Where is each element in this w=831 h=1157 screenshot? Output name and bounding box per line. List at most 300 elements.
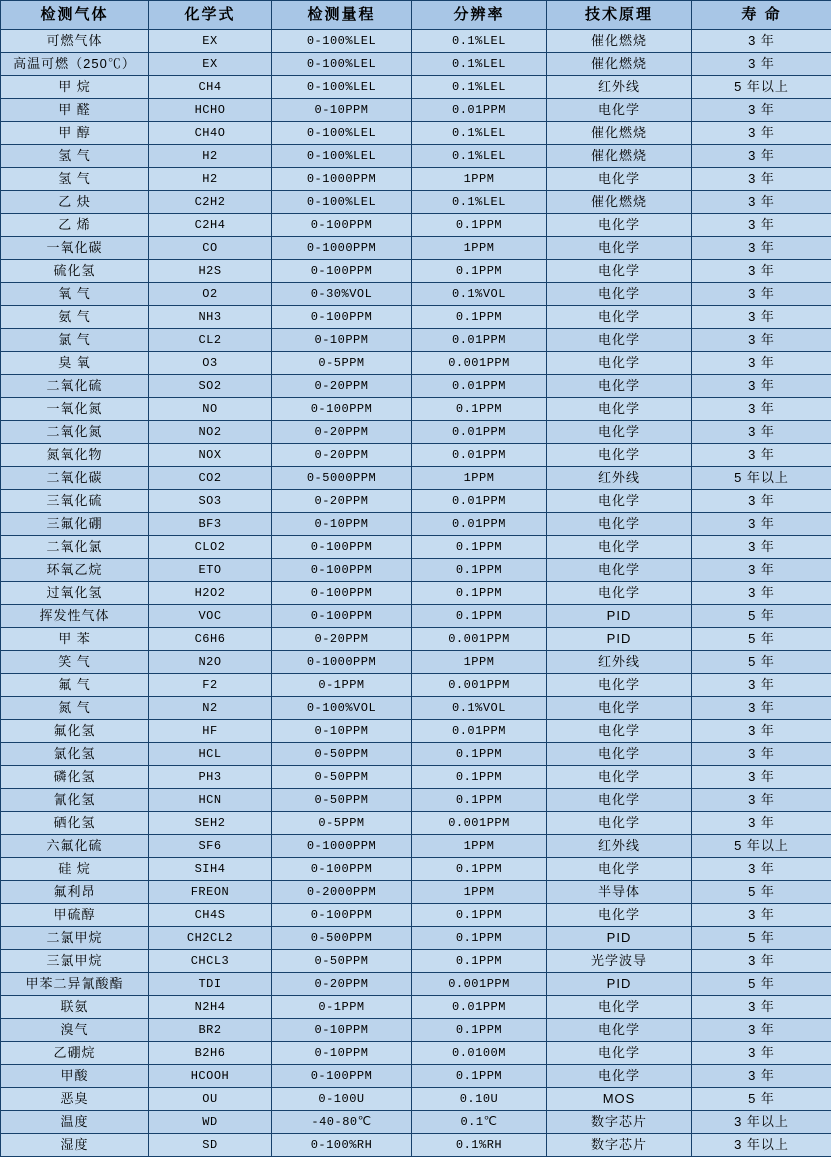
cell-lifetime: 3 年 — [692, 674, 831, 697]
cell-formula: NO2 — [149, 421, 272, 444]
cell-range: 0-50PPM — [272, 789, 412, 812]
cell-gas: 笑 气 — [1, 651, 149, 674]
cell-resolution: 0.1%VOL — [412, 697, 547, 720]
cell-gas: 甲硫醇 — [1, 904, 149, 927]
cell-formula: H2 — [149, 145, 272, 168]
cell-range: 0-100PPM — [272, 559, 412, 582]
cell-gas: 联氨 — [1, 996, 149, 1019]
table-row — [1, 605, 831, 628]
cell-principle: 电化学 — [547, 720, 692, 743]
table-row — [1, 559, 831, 582]
table-header-row — [1, 1, 831, 30]
cell-range: 0-100%VOL — [272, 697, 412, 720]
cell-formula: C2H4 — [149, 214, 272, 237]
cell-principle: 电化学 — [547, 375, 692, 398]
cell-lifetime: 3 年 — [692, 329, 831, 352]
cell-range: 0-1000PPM — [272, 237, 412, 260]
table-row — [1, 99, 831, 122]
cell-range: 0-100PPM — [272, 858, 412, 881]
cell-lifetime: 3 年 — [692, 444, 831, 467]
cell-lifetime: 3 年 — [692, 1065, 831, 1088]
table-row — [1, 743, 831, 766]
cell-gas: 硅 烷 — [1, 858, 149, 881]
cell-formula: SO2 — [149, 375, 272, 398]
cell-resolution: 0.10U — [412, 1088, 547, 1111]
cell-resolution: 0.1%VOL — [412, 283, 547, 306]
cell-lifetime: 3 年以上 — [692, 1134, 831, 1157]
cell-lifetime: 3 年 — [692, 743, 831, 766]
cell-principle: 电化学 — [547, 1065, 692, 1088]
cell-gas: 氟 气 — [1, 674, 149, 697]
cell-resolution: 1PPM — [412, 881, 547, 904]
cell-lifetime: 3 年 — [692, 812, 831, 835]
cell-principle: 电化学 — [547, 1019, 692, 1042]
cell-formula: CH2CL2 — [149, 927, 272, 950]
table-row — [1, 53, 831, 76]
cell-resolution: 0.1%LEL — [412, 191, 547, 214]
cell-resolution: 0.1%LEL — [412, 53, 547, 76]
cell-range: 0-100%LEL — [272, 145, 412, 168]
cell-principle: 红外线 — [547, 467, 692, 490]
cell-formula: EX — [149, 30, 272, 53]
cell-range: -40-80℃ — [272, 1111, 412, 1134]
cell-range: 0-100%RH — [272, 1134, 412, 1157]
cell-principle: 催化燃烧 — [547, 191, 692, 214]
table-row — [1, 375, 831, 398]
cell-gas: 二氧化氮 — [1, 421, 149, 444]
cell-formula: B2H6 — [149, 1042, 272, 1065]
table-row — [1, 835, 831, 858]
cell-principle: 电化学 — [547, 99, 692, 122]
cell-range: 0-100PPM — [272, 904, 412, 927]
cell-gas: 氟化氢 — [1, 720, 149, 743]
cell-principle: 电化学 — [547, 766, 692, 789]
cell-resolution: 0.1PPM — [412, 536, 547, 559]
cell-gas: 环氧乙烷 — [1, 559, 149, 582]
cell-gas: 高温可燃（250℃） — [1, 53, 149, 76]
cell-lifetime: 5 年以上 — [692, 76, 831, 99]
cell-resolution: 0.1PPM — [412, 605, 547, 628]
cell-gas: 甲 醇 — [1, 122, 149, 145]
table-row — [1, 904, 831, 927]
cell-lifetime: 5 年 — [692, 1088, 831, 1111]
cell-lifetime: 3 年 — [692, 720, 831, 743]
cell-resolution: 0.01PPM — [412, 444, 547, 467]
cell-resolution: 0.1PPM — [412, 743, 547, 766]
cell-formula: NH3 — [149, 306, 272, 329]
cell-resolution: 0.1%RH — [412, 1134, 547, 1157]
cell-lifetime: 3 年 — [692, 214, 831, 237]
cell-formula: H2 — [149, 168, 272, 191]
cell-principle: 电化学 — [547, 812, 692, 835]
cell-lifetime: 5 年 — [692, 881, 831, 904]
cell-resolution: 0.1PPM — [412, 927, 547, 950]
cell-resolution: 0.001PPM — [412, 352, 547, 375]
cell-gas: 氯化氢 — [1, 743, 149, 766]
cell-range: 0-100PPM — [272, 1065, 412, 1088]
cell-lifetime: 3 年 — [692, 697, 831, 720]
cell-gas: 甲 苯 — [1, 628, 149, 651]
cell-principle: 电化学 — [547, 421, 692, 444]
table-row — [1, 444, 831, 467]
cell-resolution: 0.1%LEL — [412, 76, 547, 99]
cell-formula: WD — [149, 1111, 272, 1134]
cell-range: 0-10PPM — [272, 329, 412, 352]
cell-resolution: 1PPM — [412, 168, 547, 191]
cell-principle: 电化学 — [547, 1042, 692, 1065]
cell-resolution: 0.01PPM — [412, 99, 547, 122]
table-row — [1, 973, 831, 996]
cell-lifetime: 5 年以上 — [692, 835, 831, 858]
cell-lifetime: 3 年 — [692, 30, 831, 53]
cell-gas: 可燃气体 — [1, 30, 149, 53]
cell-range: 0-1PPM — [272, 996, 412, 1019]
cell-formula: CL2 — [149, 329, 272, 352]
cell-resolution: 0.001PPM — [412, 628, 547, 651]
cell-principle: 电化学 — [547, 237, 692, 260]
cell-gas: 二氧化硫 — [1, 375, 149, 398]
cell-principle: 电化学 — [547, 306, 692, 329]
cell-range: 0-100U — [272, 1088, 412, 1111]
cell-range: 0-50PPM — [272, 743, 412, 766]
cell-principle: PID — [547, 927, 692, 950]
cell-resolution: 0.1PPM — [412, 789, 547, 812]
cell-formula: SD — [149, 1134, 272, 1157]
cell-lifetime: 3 年 — [692, 789, 831, 812]
cell-formula: H2O2 — [149, 582, 272, 605]
cell-principle: 电化学 — [547, 490, 692, 513]
cell-principle: 电化学 — [547, 559, 692, 582]
cell-lifetime: 3 年 — [692, 904, 831, 927]
cell-formula: CO2 — [149, 467, 272, 490]
cell-formula: PH3 — [149, 766, 272, 789]
cell-lifetime: 3 年 — [692, 513, 831, 536]
cell-formula: HF — [149, 720, 272, 743]
cell-gas: 挥发性气体 — [1, 605, 149, 628]
column-header-principle: 技术原理 — [547, 1, 692, 30]
cell-principle: 催化燃烧 — [547, 53, 692, 76]
cell-formula: N2H4 — [149, 996, 272, 1019]
cell-formula: C2H2 — [149, 191, 272, 214]
cell-range: 0-20PPM — [272, 375, 412, 398]
cell-principle: 电化学 — [547, 513, 692, 536]
cell-formula: O2 — [149, 283, 272, 306]
cell-gas: 三氧化硫 — [1, 490, 149, 513]
cell-range: 0-1000PPM — [272, 651, 412, 674]
cell-lifetime: 3 年 — [692, 375, 831, 398]
cell-range: 0-10PPM — [272, 720, 412, 743]
table-row — [1, 260, 831, 283]
cell-lifetime: 3 年 — [692, 168, 831, 191]
cell-principle: 催化燃烧 — [547, 145, 692, 168]
cell-gas: 一氧化氮 — [1, 398, 149, 421]
cell-formula: ETO — [149, 559, 272, 582]
table-row — [1, 582, 831, 605]
cell-gas: 氮 气 — [1, 697, 149, 720]
cell-range: 0-20PPM — [272, 490, 412, 513]
cell-lifetime: 3 年 — [692, 306, 831, 329]
cell-resolution: 0.1PPM — [412, 904, 547, 927]
cell-lifetime: 5 年 — [692, 628, 831, 651]
table-row — [1, 237, 831, 260]
cell-gas: 氨 气 — [1, 306, 149, 329]
cell-gas: 甲苯二异氰酸酯 — [1, 973, 149, 996]
cell-range: 0-100%LEL — [272, 191, 412, 214]
cell-lifetime: 5 年 — [692, 651, 831, 674]
table-row — [1, 490, 831, 513]
cell-range: 0-20PPM — [272, 444, 412, 467]
cell-principle: PID — [547, 973, 692, 996]
cell-resolution: 0.001PPM — [412, 812, 547, 835]
cell-resolution: 0.1PPM — [412, 306, 547, 329]
cell-resolution: 1PPM — [412, 651, 547, 674]
cell-lifetime: 3 年 — [692, 191, 831, 214]
cell-gas: 氧 气 — [1, 283, 149, 306]
cell-formula: CH4O — [149, 122, 272, 145]
cell-principle: 电化学 — [547, 214, 692, 237]
cell-resolution: 0.1PPM — [412, 260, 547, 283]
table-row — [1, 1088, 831, 1111]
cell-gas: 二氯甲烷 — [1, 927, 149, 950]
cell-lifetime: 3 年 — [692, 237, 831, 260]
table-row — [1, 352, 831, 375]
cell-gas: 氢 气 — [1, 168, 149, 191]
cell-range: 0-5000PPM — [272, 467, 412, 490]
cell-lifetime: 3 年以上 — [692, 1111, 831, 1134]
cell-resolution: 0.1℃ — [412, 1111, 547, 1134]
cell-formula: N2O — [149, 651, 272, 674]
cell-range: 0-5PPM — [272, 812, 412, 835]
cell-range: 0-10PPM — [272, 1042, 412, 1065]
cell-formula: CLO2 — [149, 536, 272, 559]
cell-range: 0-100PPM — [272, 214, 412, 237]
cell-gas: 甲酸 — [1, 1065, 149, 1088]
cell-lifetime: 3 年 — [692, 858, 831, 881]
cell-gas: 甲 醛 — [1, 99, 149, 122]
cell-formula: SO3 — [149, 490, 272, 513]
cell-formula: NOX — [149, 444, 272, 467]
cell-formula: FREON — [149, 881, 272, 904]
cell-lifetime: 3 年 — [692, 99, 831, 122]
cell-lifetime: 3 年 — [692, 490, 831, 513]
table-row — [1, 513, 831, 536]
column-header-gas: 检测气体 — [1, 1, 149, 30]
cell-resolution: 0.1PPM — [412, 214, 547, 237]
cell-principle: 红外线 — [547, 835, 692, 858]
cell-gas: 硫化氢 — [1, 260, 149, 283]
cell-principle: 电化学 — [547, 904, 692, 927]
cell-lifetime: 3 年 — [692, 1042, 831, 1065]
cell-formula: C6H6 — [149, 628, 272, 651]
cell-gas: 温度 — [1, 1111, 149, 1134]
cell-lifetime: 3 年 — [692, 122, 831, 145]
table-row — [1, 766, 831, 789]
cell-principle: 电化学 — [547, 858, 692, 881]
cell-gas: 三氟化硼 — [1, 513, 149, 536]
table-row — [1, 329, 831, 352]
cell-formula: H2S — [149, 260, 272, 283]
cell-range: 0-1PPM — [272, 674, 412, 697]
cell-resolution: 0.1PPM — [412, 1019, 547, 1042]
cell-gas: 一氧化碳 — [1, 237, 149, 260]
cell-gas: 氟利昂 — [1, 881, 149, 904]
column-header-formula: 化学式 — [149, 1, 272, 30]
table-row — [1, 283, 831, 306]
cell-principle: 红外线 — [547, 651, 692, 674]
cell-principle: 电化学 — [547, 398, 692, 421]
cell-lifetime: 3 年 — [692, 145, 831, 168]
cell-gas: 乙 烯 — [1, 214, 149, 237]
cell-range: 0-30%VOL — [272, 283, 412, 306]
cell-resolution: 0.1%LEL — [412, 30, 547, 53]
cell-principle: 光学波导 — [547, 950, 692, 973]
cell-principle: 催化燃烧 — [547, 122, 692, 145]
table-row — [1, 1134, 831, 1157]
cell-range: 0-20PPM — [272, 628, 412, 651]
column-header-lifetime: 寿 命 — [692, 1, 831, 30]
cell-gas: 二氧化氯 — [1, 536, 149, 559]
cell-principle: 电化学 — [547, 743, 692, 766]
table-row — [1, 927, 831, 950]
cell-lifetime: 3 年 — [692, 582, 831, 605]
cell-formula: BF3 — [149, 513, 272, 536]
cell-formula: HCL — [149, 743, 272, 766]
cell-formula: HCOOH — [149, 1065, 272, 1088]
cell-principle: PID — [547, 628, 692, 651]
cell-formula: HCHO — [149, 99, 272, 122]
cell-principle: 电化学 — [547, 582, 692, 605]
table-row — [1, 76, 831, 99]
cell-formula: SIH4 — [149, 858, 272, 881]
cell-gas: 氢 气 — [1, 145, 149, 168]
table-row — [1, 858, 831, 881]
cell-lifetime: 5 年 — [692, 605, 831, 628]
cell-principle: 数字芯片 — [547, 1111, 692, 1134]
cell-gas: 三氯甲烷 — [1, 950, 149, 973]
cell-gas: 过氧化氢 — [1, 582, 149, 605]
table-row — [1, 697, 831, 720]
cell-formula: HCN — [149, 789, 272, 812]
cell-principle: 电化学 — [547, 674, 692, 697]
table-row — [1, 30, 831, 53]
cell-lifetime: 5 年 — [692, 973, 831, 996]
cell-resolution: 0.1PPM — [412, 398, 547, 421]
cell-formula: OU — [149, 1088, 272, 1111]
cell-formula: F2 — [149, 674, 272, 697]
cell-lifetime: 3 年 — [692, 53, 831, 76]
table-row — [1, 1065, 831, 1088]
cell-gas: 氰化氢 — [1, 789, 149, 812]
cell-range: 0-10PPM — [272, 1019, 412, 1042]
cell-principle: 红外线 — [547, 76, 692, 99]
cell-resolution: 0.1%LEL — [412, 122, 547, 145]
cell-resolution: 0.01PPM — [412, 329, 547, 352]
cell-resolution: 0.0100M — [412, 1042, 547, 1065]
cell-formula: SF6 — [149, 835, 272, 858]
column-header-resolution: 分辨率 — [412, 1, 547, 30]
cell-lifetime: 3 年 — [692, 950, 831, 973]
cell-gas: 氮氧化物 — [1, 444, 149, 467]
table-row — [1, 398, 831, 421]
table-row — [1, 191, 831, 214]
cell-resolution: 0.1PPM — [412, 582, 547, 605]
cell-resolution: 0.1PPM — [412, 950, 547, 973]
cell-resolution: 0.01PPM — [412, 996, 547, 1019]
cell-resolution: 0.1PPM — [412, 766, 547, 789]
cell-lifetime: 3 年 — [692, 1019, 831, 1042]
cell-range: 0-500PPM — [272, 927, 412, 950]
cell-resolution: 1PPM — [412, 237, 547, 260]
table-row — [1, 628, 831, 651]
cell-gas: 磷化氢 — [1, 766, 149, 789]
cell-lifetime: 5 年以上 — [692, 467, 831, 490]
cell-range: 0-50PPM — [272, 950, 412, 973]
cell-formula: CH4 — [149, 76, 272, 99]
cell-range: 0-100PPM — [272, 605, 412, 628]
cell-principle: 电化学 — [547, 260, 692, 283]
table-row — [1, 168, 831, 191]
cell-range: 0-1000PPM — [272, 168, 412, 191]
table-row — [1, 1111, 831, 1134]
cell-formula: O3 — [149, 352, 272, 375]
cell-resolution: 0.01PPM — [412, 720, 547, 743]
cell-lifetime: 3 年 — [692, 283, 831, 306]
cell-lifetime: 3 年 — [692, 766, 831, 789]
cell-lifetime: 3 年 — [692, 996, 831, 1019]
cell-gas: 乙硼烷 — [1, 1042, 149, 1065]
table-row — [1, 145, 831, 168]
cell-principle: 电化学 — [547, 789, 692, 812]
cell-formula: CO — [149, 237, 272, 260]
cell-principle: 电化学 — [547, 697, 692, 720]
cell-range: 0-2000PPM — [272, 881, 412, 904]
cell-resolution: 1PPM — [412, 835, 547, 858]
cell-range: 0-100PPM — [272, 260, 412, 283]
cell-formula: CHCL3 — [149, 950, 272, 973]
cell-lifetime: 3 年 — [692, 536, 831, 559]
cell-resolution: 0.1PPM — [412, 1065, 547, 1088]
cell-range: 0-5PPM — [272, 352, 412, 375]
cell-principle: 电化学 — [547, 996, 692, 1019]
cell-resolution: 0.01PPM — [412, 421, 547, 444]
cell-principle: 数字芯片 — [547, 1134, 692, 1157]
table-row — [1, 720, 831, 743]
table-row — [1, 122, 831, 145]
cell-principle: MOS — [547, 1088, 692, 1111]
cell-resolution: 0.1PPM — [412, 559, 547, 582]
table-row — [1, 306, 831, 329]
cell-resolution: 0.001PPM — [412, 674, 547, 697]
cell-range: 0-20PPM — [272, 973, 412, 996]
table-row — [1, 467, 831, 490]
cell-formula: NO — [149, 398, 272, 421]
cell-gas: 乙 炔 — [1, 191, 149, 214]
cell-resolution: 0.001PPM — [412, 973, 547, 996]
cell-principle: 电化学 — [547, 168, 692, 191]
cell-resolution: 0.1PPM — [412, 858, 547, 881]
cell-range: 0-10PPM — [272, 513, 412, 536]
table-body — [1, 30, 831, 1157]
table-row — [1, 536, 831, 559]
table-header — [1, 1, 831, 30]
table-row — [1, 996, 831, 1019]
column-header-range: 检测量程 — [272, 1, 412, 30]
cell-principle: 电化学 — [547, 536, 692, 559]
cell-gas: 硒化氢 — [1, 812, 149, 835]
cell-lifetime: 3 年 — [692, 260, 831, 283]
cell-formula: SEH2 — [149, 812, 272, 835]
cell-formula: CH4S — [149, 904, 272, 927]
